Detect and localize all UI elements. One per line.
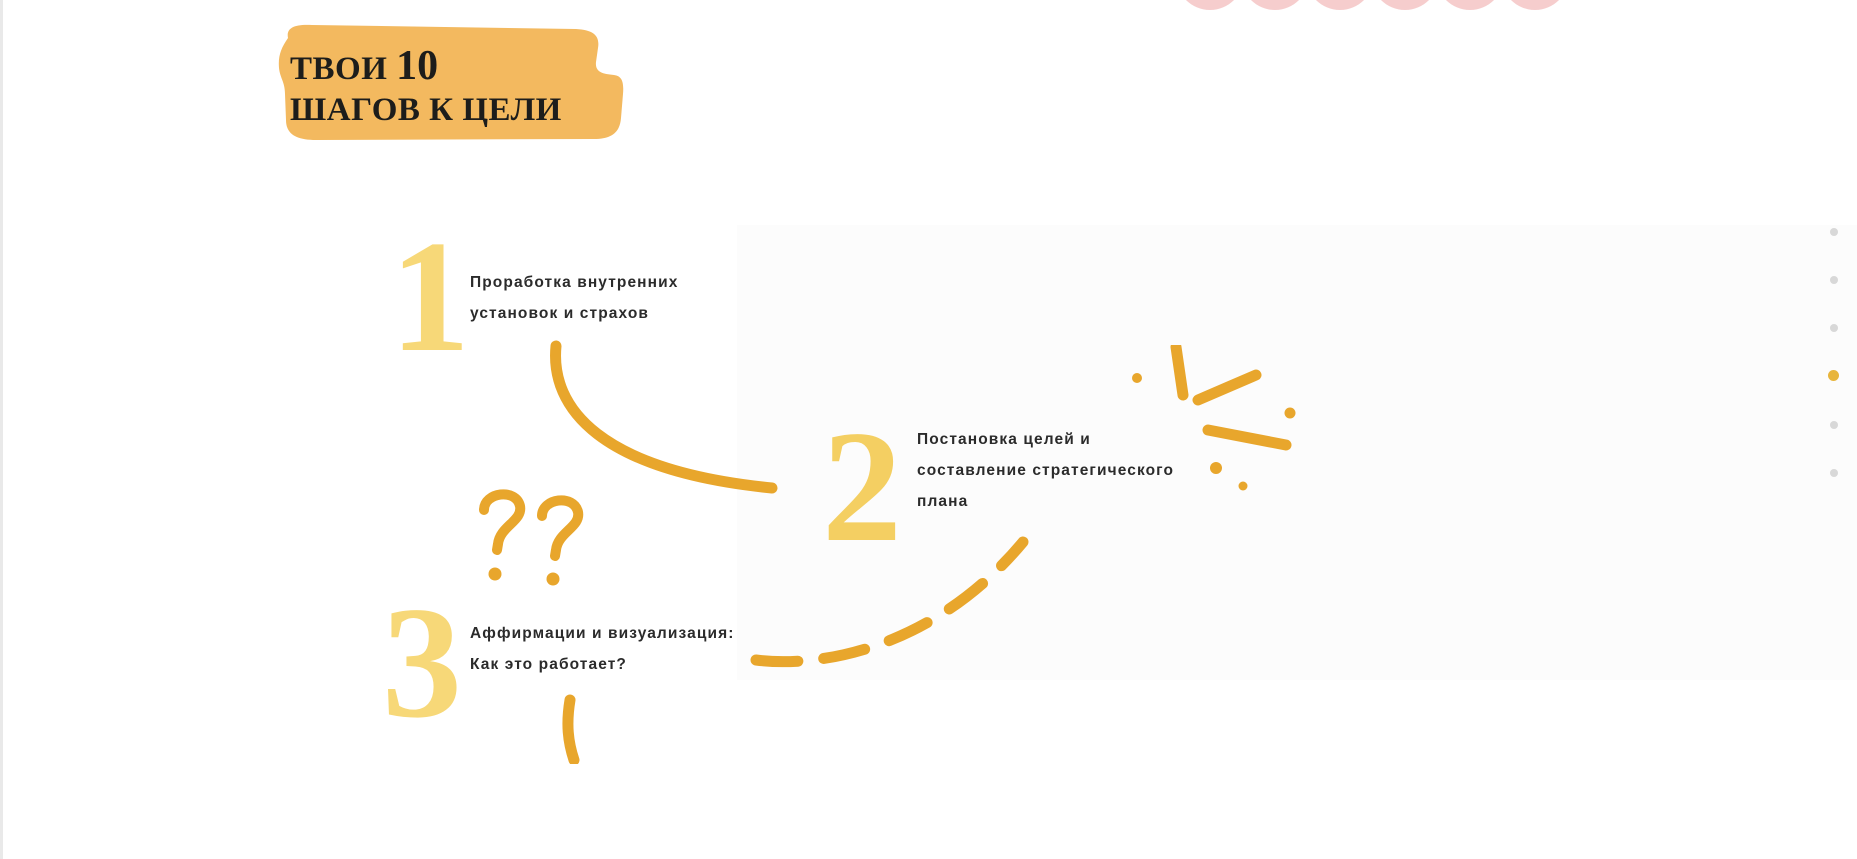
step-3-line-2: Как это работает? [470, 656, 627, 673]
scroll-dot-2[interactable] [1830, 276, 1838, 284]
step-text-3 [470, 618, 800, 680]
arrow-tail-bottom-icon [552, 694, 612, 769]
step-1-line-1: Проработка внутренних [470, 274, 679, 291]
pink-scallop-decoration [1180, 0, 1640, 26]
scroll-dot-3[interactable] [1830, 324, 1838, 332]
left-edge-rule [0, 0, 3, 859]
sparkle-burst-icon [1128, 345, 1308, 500]
scroll-indicator-dots[interactable] [1826, 228, 1848, 483]
step-number-1: 1 [390, 207, 470, 385]
step-2-line-1: Постановка целей и [917, 431, 1091, 448]
step-1-line-2: установок и страхов [470, 305, 650, 322]
scroll-dot-5[interactable] [1830, 421, 1838, 429]
scroll-dot-1[interactable] [1830, 228, 1838, 236]
scroll-dot-4-active[interactable] [1828, 370, 1839, 381]
step-item-3 [372, 573, 802, 751]
step-text-1 [470, 267, 800, 329]
step-2-line-2: составление стратегического [917, 462, 1175, 479]
step-3-line-1: Аффирмации и визуализация: [470, 625, 735, 642]
title-line-1 [290, 42, 620, 91]
title-text-block [290, 42, 620, 130]
scroll-dot-6[interactable] [1830, 469, 1838, 477]
title-number: 10 [396, 43, 439, 89]
title-line-2: ШАГОВ К ЦЕЛИ [290, 92, 562, 129]
step-2-line-3: плана [917, 493, 969, 510]
title-prefix: ТВОИ [290, 51, 397, 87]
step-number-3: 3 [382, 573, 462, 751]
step-number-2: 2 [822, 397, 902, 575]
page-title-badge [276, 22, 624, 142]
step-item-1 [380, 207, 800, 385]
